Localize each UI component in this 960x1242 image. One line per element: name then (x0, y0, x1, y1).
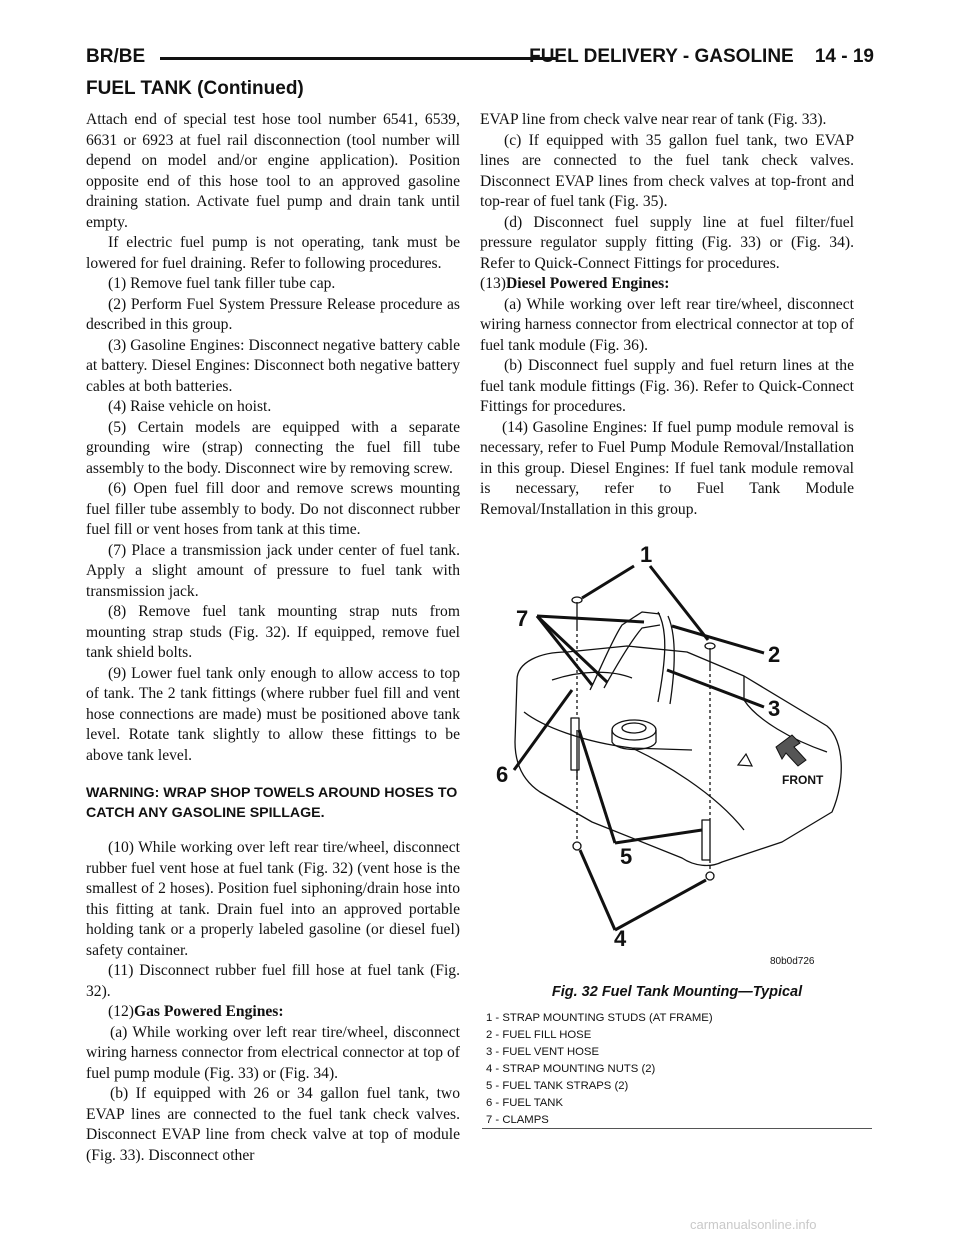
step: (4) Raise vehicle on hoist. (108, 398, 272, 415)
step: (1) Remove fuel tank filler tube cap. (108, 275, 336, 292)
step-heading-bold: Gas Powered Engines: (133, 1003, 284, 1020)
step: (2) Perform Fuel System Pressure Release procedure as described in this group. (86, 295, 460, 333)
step: (8) Remove fuel tank mounting strap nuts from mounting strap studs (Fig. 32). If equipped, remove fuel tank shield bolts. (86, 603, 460, 661)
figure-legend (486, 1010, 713, 1129)
substep: (a) While working over left rear tire/wheel, disconnect wiring harness connector from electrical connector at top of fuel pump module (Fig. 33) or (Fig. 34). (86, 1023, 460, 1082)
substep: (a) While working over left rear tire/wheel, disconnect wiring harness connector from electrical connector at top of fuel tank module (Fig. 36). (480, 295, 854, 354)
callout-4: 4 (614, 926, 627, 951)
paragraph: EVAP line from check valve near rear of tank (Fig. 33). (480, 111, 827, 128)
paragraph: If electric fuel pump is not operating, tank must be lowered for fuel draining. Refer to following procedures. (86, 234, 460, 272)
legend-item: 2 - FUEL FILL HOSE (486, 1029, 592, 1041)
legend-item: 5 - FUEL TANK STRAPS (2) (486, 1080, 629, 1092)
step: (14) Gasoline Engines: If fuel pump module removal is necessary, refer to Fuel Pump Module Removal/Installation in this group. Diesel Engines: If fuel tank module removal is necessary, refer to Fuel Tank Module Removal/Installation in this group. (480, 418, 854, 518)
figure-code: 80b0d726 (770, 956, 815, 967)
warning: WARNING: WRAP SHOP TOWELS AROUND HOSES TO CATCH ANY GASOLINE SPILLAGE. (86, 785, 458, 821)
step-heading-bold: Diesel Powered Engines: (505, 275, 670, 292)
step-heading (480, 274, 854, 295)
legend-item: 3 - FUEL VENT HOSE (486, 1046, 599, 1058)
step-number: (12) (108, 1003, 134, 1020)
section-title: FUEL TANK (Continued) (86, 78, 304, 99)
callout-5: 5 (620, 844, 633, 869)
legend-item: 6 - FUEL TANK (486, 1097, 564, 1109)
page-header (86, 42, 874, 72)
header-model: BR/BE (86, 46, 146, 67)
legend-rule (482, 1128, 872, 1129)
watermark: carmanualsonline.info (690, 1217, 817, 1232)
callout-1: 1 (640, 542, 653, 567)
figure-caption: Fig. 32 Fuel Tank Mounting—Typical (551, 984, 803, 1000)
step: (6) Open fuel fill door and remove screws mounting fuel filler tube assembly to body. Do not disconnect rubber fuel fill or vent hoses from tank at this time. (86, 480, 460, 538)
callout-6: 6 (496, 762, 509, 787)
right-column (480, 110, 854, 520)
paragraph: Attach end of special test hose tool number 6541, 6539, 6631 or 6923 at fuel rail disconnection (tool number will depend on model and/or engine application). Position opposite end of this hose tool to an approved gasoline draining station. Activate fuel pump and drain tank until empty. (86, 111, 460, 231)
step-number: (13) (480, 275, 506, 292)
step-heading (86, 1002, 460, 1023)
step: (5) Certain models are equipped with a separate grounding wire (strap) connecting the fuel fill tube assembly to the body. Disconnect wire by removing screw. (86, 418, 460, 477)
fuel-tank-illustration (482, 530, 872, 970)
substep: (b) Disconnect fuel supply and fuel return lines at the fuel tank module fittings (Fig. 36). Refer to Quick-Connect Fittings for procedures. (480, 357, 854, 415)
substep: (b) If equipped with 26 or 34 gallon fuel tank, two EVAP lines are connected to the fuel tank check valves. Disconnect EVAP line from check valve at top of module (Fig. 33). Disconnect other (86, 1085, 460, 1164)
step: (3) Gasoline Engines: Disconnect negative battery cable at battery. Diesel Engines: Disconnect both negative battery cables at both batteries. (86, 336, 460, 395)
callout-2: 2 (768, 642, 781, 667)
header-section-page: FUEL DELIVERY - GASOLINE 14 - 19 (529, 46, 874, 67)
front-label: FRONT (782, 773, 824, 787)
legend-item: 4 - STRAP MOUNTING NUTS (2) (486, 1063, 656, 1075)
substep: (d) Disconnect fuel supply line at fuel filter/fuel pressure regulator supply fitting (Fig. 33) or (Fig. 34). Refer to Quick-Connect Fittings for procedures. (480, 213, 854, 272)
step: (10) While working over left rear tire/wheel, disconnect rubber fuel vent hose at fuel tank (Fig. 32) (vent hose is the smallest of 2 hoses). Position fuel siphoning/drain hose into this fitting at tank. Drain fuel into an approved portable holding tank or a properly labeled gasoline (or diesel fuel) safety container. (86, 839, 460, 959)
step: (9) Lower fuel tank only enough to allow access to top of tank. The 2 tank fittings (where rubber fuel fill and vent hose connections are made) must be positioned above tank level. Rotate tank slightly to allow these fittings to be above tank level. (86, 664, 460, 764)
substep: (c) If equipped with 35 gallon fuel tank, two EVAP lines are connected to the fuel tank check valves. Disconnect EVAP lines from check valves at top-front and top-rear of fuel tank (Fig. 35). (480, 131, 854, 210)
step: (11) Disconnect rubber fuel fill hose at fuel tank (Fig. 32). (86, 962, 460, 1000)
step: (7) Place a transmission jack under center of fuel tank. Apply a slight amount of pressure to fuel tank with transmission jack. (86, 541, 460, 600)
left-column (86, 110, 460, 1166)
legend-item: 1 - STRAP MOUNTING STUDS (AT FRAME) (486, 1012, 713, 1024)
legend-item: 7 - CLAMPS (486, 1114, 549, 1126)
callout-7: 7 (516, 606, 529, 631)
header-rule (160, 57, 556, 60)
callout-3: 3 (768, 696, 781, 721)
